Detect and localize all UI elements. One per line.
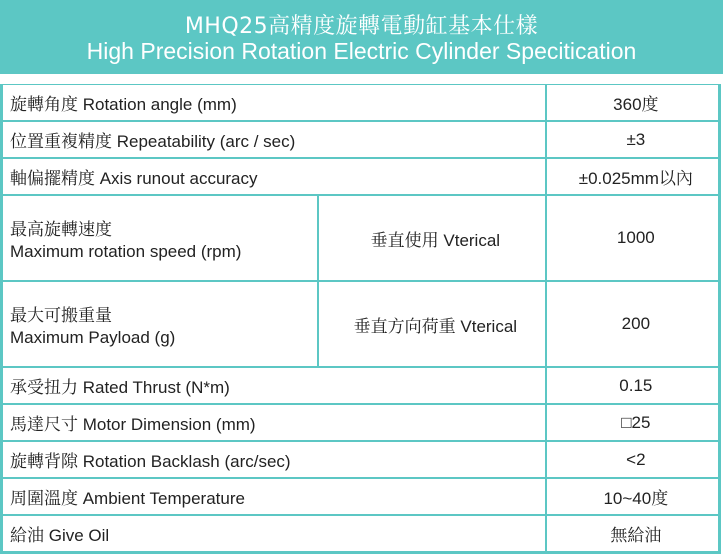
row-label-max-speed bbox=[2, 195, 318, 281]
row-label-rotation-angle: 旋轉角度 Rotation angle (mm) bbox=[2, 84, 546, 121]
table-row bbox=[2, 404, 719, 441]
title-chinese: MHQ25高精度旋轉電動缸基本仕樣 bbox=[184, 14, 539, 39]
table-row bbox=[2, 195, 719, 281]
row-value-give-oil: 無給油 bbox=[546, 515, 719, 552]
row-value-rated-thrust: 0.15 bbox=[546, 367, 719, 404]
table-row bbox=[2, 515, 719, 552]
title-banner bbox=[0, 0, 723, 74]
table-row bbox=[2, 367, 719, 404]
title-english: High Precision Rotation Electric Cylinder Specitication bbox=[86, 38, 637, 64]
table-row bbox=[2, 84, 719, 121]
label-en: Maximum Payload (g) bbox=[10, 328, 176, 347]
label-zh: 最高旋轉速度 bbox=[10, 220, 112, 239]
row-condition-max-speed: 垂直使用 Vterical bbox=[318, 195, 546, 281]
row-value-repeatability: ±3 bbox=[546, 121, 719, 158]
row-value-max-speed: 1000 bbox=[546, 195, 719, 281]
row-label-ambient-temperature: 周圍溫度 Ambient Temperature bbox=[2, 478, 546, 515]
label-en: Maximum rotation speed (rpm) bbox=[10, 242, 242, 261]
row-value-rotation-backlash: <2 bbox=[546, 441, 719, 478]
row-value-ambient-temperature: 10~40度 bbox=[546, 478, 719, 515]
row-value-axis-runout: ±0.025mm以內 bbox=[546, 158, 719, 195]
row-value-motor-dimension: □25 bbox=[546, 404, 719, 441]
row-value-rotation-angle: 360度 bbox=[546, 84, 719, 121]
row-label-rated-thrust: 承受扭力 Rated Thrust (N*m) bbox=[2, 367, 546, 404]
row-label-max-payload bbox=[2, 281, 318, 367]
table-row bbox=[2, 478, 719, 515]
label-zh: 最大可搬重量 bbox=[10, 306, 112, 325]
row-label-give-oil: 給油 Give Oil bbox=[2, 515, 546, 552]
row-value-max-payload: 200 bbox=[546, 281, 719, 367]
spec-table bbox=[0, 84, 721, 554]
row-condition-max-payload: 垂直方向荷重 Vterical bbox=[318, 281, 546, 367]
table-row bbox=[2, 441, 719, 478]
label-stack bbox=[10, 299, 317, 349]
label-stack bbox=[10, 213, 317, 263]
row-label-motor-dimension: 馬達尺寸 Motor Dimension (mm) bbox=[2, 404, 546, 441]
table-row bbox=[2, 121, 719, 158]
table-row bbox=[2, 281, 719, 367]
row-label-repeatability: 位置重複精度 Repeatability (arc / sec) bbox=[2, 121, 546, 158]
table-row bbox=[2, 158, 719, 195]
row-label-rotation-backlash: 旋轉背隙 Rotation Backlash (arc/sec) bbox=[2, 441, 546, 478]
row-label-axis-runout: 軸偏擺精度 Axis runout accuracy bbox=[2, 158, 546, 195]
